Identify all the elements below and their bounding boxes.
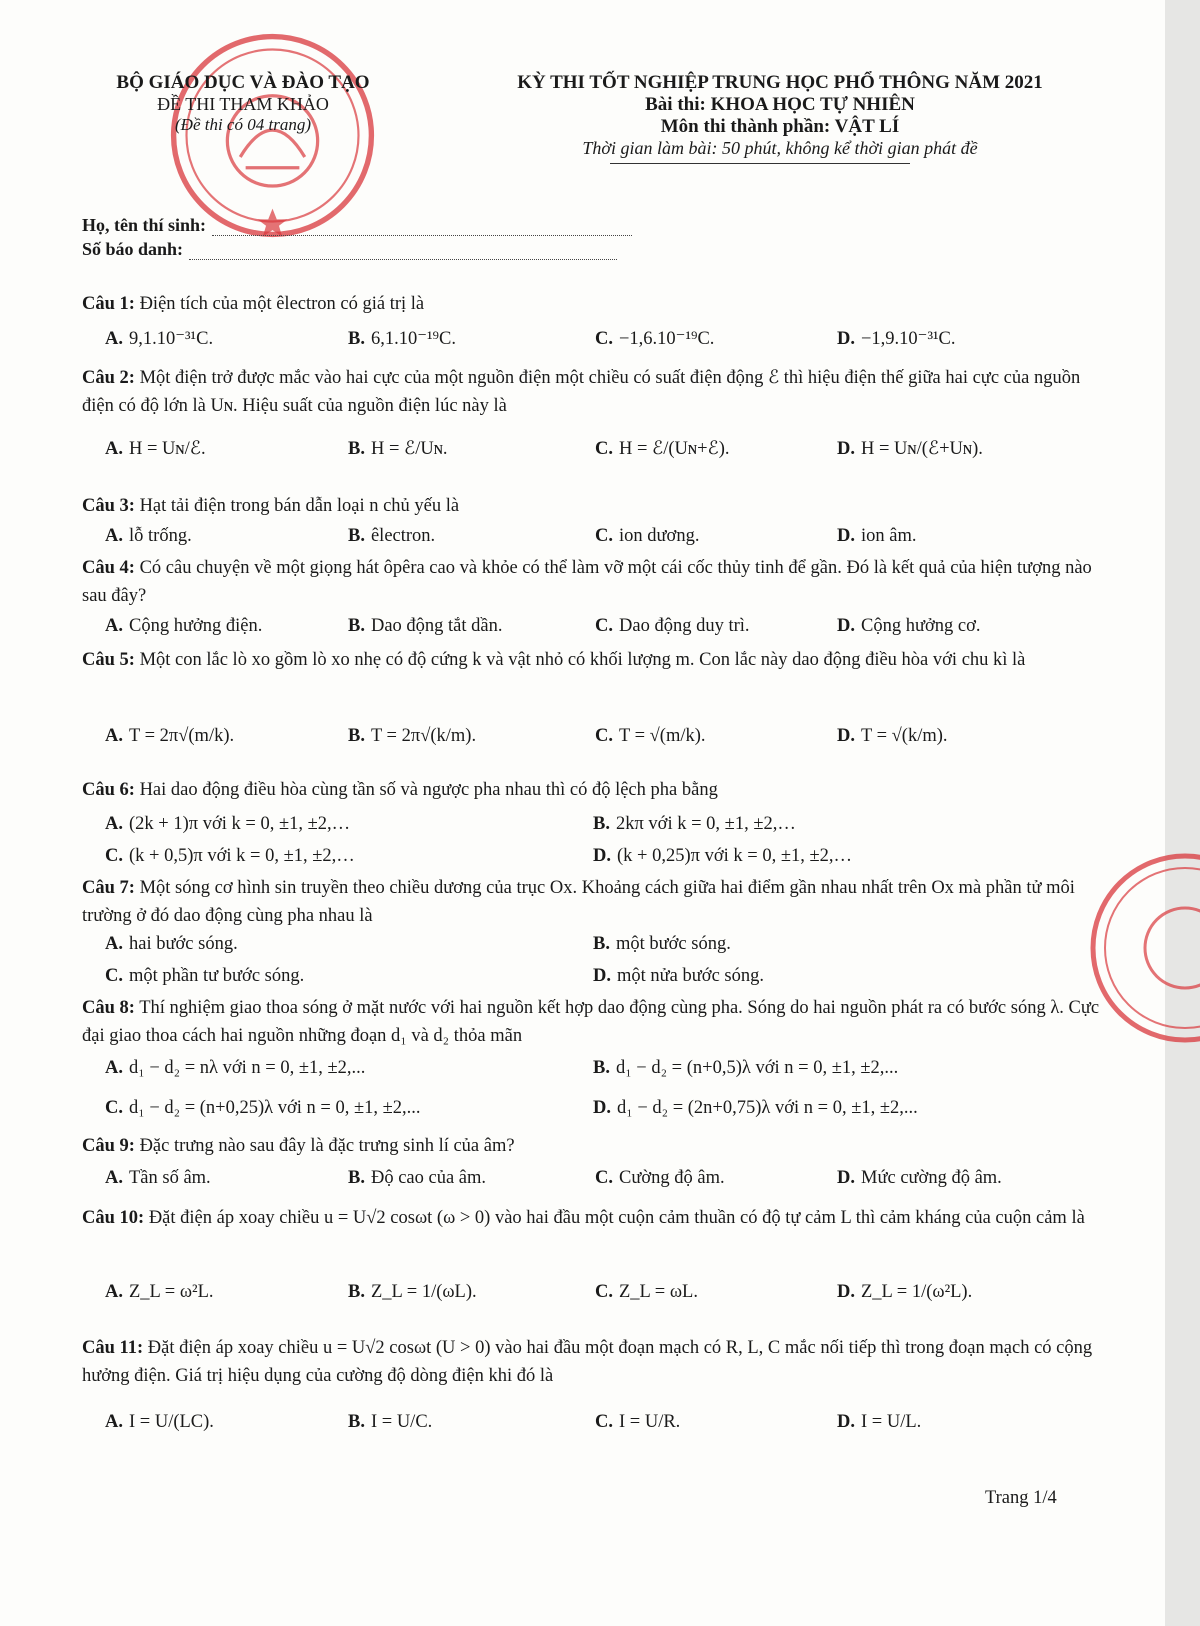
option-b[interactable]: B. I = U/C.	[348, 1412, 433, 1432]
ministry-name: BỘ GIÁO DỤC VÀ ĐÀO TẠO	[116, 72, 370, 93]
question-text: Đặt điện áp xoay chiều u = U√2 cosωt (U > 0) vào hai đầu một đoạn mạch có R, L, C mắc nối tiếp thì trong đoạn mạch có cộng hưởng điện. Giá trị hiệu dụng của cường độ dòng điện khi đó là	[82, 1338, 1093, 1386]
option-a[interactable]: A. Z_L = ω²L.	[105, 1282, 214, 1302]
question-number: Câu 3:	[82, 496, 135, 516]
option-c[interactable]: C. −1,6.10⁻¹⁹C.	[595, 329, 715, 349]
question-text: Thí nghiệm giao thoa sóng ở mặt nước với hai nguồn kết hợp dao động cùng pha. Sóng do hai nguồn phát ra có bước sóng λ. Cực đại giao thoa cách hai nguồn những đoạn d₁ và d₂ thỏa mãn	[82, 998, 1100, 1046]
option-d[interactable]: D. −1,9.10⁻³¹C.	[837, 329, 956, 349]
pages-note: (Đề thi có 04 trang)	[175, 115, 311, 134]
option-c[interactable]: C. Dao động duy trì.	[595, 616, 750, 636]
component-subject: Môn thi thành phần: VẬT LÍ	[660, 116, 900, 137]
exam-title: KỲ THI TỐT NGHIỆP TRUNG HỌC PHỔ THÔNG NĂM 2021	[517, 72, 1043, 93]
question-text: Đặt điện áp xoay chiều u = U√2 cosωt (ω > 0) vào hai đầu một cuộn cảm thuần có độ tự cảm L thì cảm kháng của cuộn cảm là	[148, 1208, 1085, 1228]
option-b[interactable]: B. T = 2π√(k/m).	[348, 726, 477, 746]
option-b[interactable]: B. 6,1.10⁻¹⁹C.	[348, 329, 456, 349]
question-text: Đặc trưng nào sau đây là đặc trưng sinh lí của âm?	[139, 1136, 515, 1156]
option-c[interactable]: C. một phần tư bước sóng.	[105, 966, 305, 986]
option-c[interactable]: C. d₁ − d₂ = (n+0,25)λ với n = 0, ±1, ±2,...	[105, 1098, 421, 1118]
option-d[interactable]: D. T = √(k/m).	[837, 726, 948, 746]
question-number: Câu 1:	[82, 294, 135, 314]
official-seal	[165, 28, 380, 243]
question-1	[82, 290, 1102, 318]
option-d[interactable]: D. Cộng hưởng cơ.	[837, 616, 981, 636]
question-text: Một con lắc lò xo gồm lò xo nhẹ có độ cứng k và vật nhỏ có khối lượng m. Con lắc này dao động điều hòa với chu kì là	[139, 650, 1026, 670]
question-6	[82, 776, 1102, 804]
option-d[interactable]: D. ion âm.	[837, 526, 917, 546]
option-b[interactable]: B. Độ cao của âm.	[348, 1168, 487, 1188]
question-text: Hạt tải điện trong bán dẫn loại n chủ yếu là	[139, 496, 460, 516]
option-a[interactable]: A. (2k + 1)π với k = 0, ±1, ±2,…	[105, 814, 351, 834]
name-label: Họ, tên thí sinh:	[82, 215, 207, 235]
question-number: Câu 9:	[82, 1136, 135, 1156]
option-a[interactable]: A. 9,1.10⁻³¹C.	[105, 329, 214, 349]
option-c[interactable]: C. Cường độ âm.	[595, 1168, 725, 1188]
question-text: Một điện trở được mắc vào hai cực của một nguồn điện một chiều có suất điện động ℰ thì hiệu điện thế giữa hai cực của nguồn điện có độ lớn là Uɴ. Hiệu suất của nguồn điện lúc này là	[82, 368, 1081, 416]
option-d[interactable]: D. H = Uɴ/(ℰ+Uɴ).	[837, 439, 983, 459]
option-c[interactable]: C. ion dương.	[595, 526, 700, 546]
question-9	[82, 1132, 1102, 1160]
option-d[interactable]: D. một nửa bước sóng.	[593, 966, 764, 986]
option-a[interactable]: A. I = U/(LC).	[105, 1412, 214, 1432]
question-number: Câu 4:	[82, 558, 135, 578]
option-c[interactable]: C. T = √(m/k).	[595, 726, 706, 746]
question-5	[82, 646, 1102, 674]
question-number: Câu 8:	[82, 998, 135, 1018]
option-b[interactable]: B. Z_L = 1/(ωL).	[348, 1282, 477, 1302]
option-a[interactable]: A. Cộng hưởng điện.	[105, 616, 263, 636]
question-number: Câu 5:	[82, 650, 135, 670]
question-11	[82, 1334, 1102, 1390]
option-b[interactable]: B. d₁ − d₂ = (n+0,5)λ với n = 0, ±1, ±2,...	[593, 1058, 899, 1078]
option-d[interactable]: D. (k + 0,25)π với k = 0, ±1, ±2,…	[593, 846, 853, 866]
option-c[interactable]: C. (k + 0,5)π với k = 0, ±1, ±2,…	[105, 846, 355, 866]
doc-type: ĐỀ THI THAM KHẢO	[157, 94, 329, 114]
id-field[interactable]	[189, 245, 617, 260]
option-a[interactable]: A. T = 2π√(m/k).	[105, 726, 235, 746]
question-text: Một sóng cơ hình sin truyền theo chiều dương của trục Ox. Khoảng cách giữa hai điểm gần nhau nhất trên Ox mà phần tử môi trường ở đó dao động cùng pha nhau là	[82, 878, 1075, 926]
student-info	[82, 212, 632, 260]
option-a[interactable]: A. Tần số âm.	[105, 1168, 211, 1188]
question-2	[82, 364, 1102, 420]
question-7	[82, 874, 1102, 930]
option-b[interactable]: B. H = ℰ/Uɴ.	[348, 439, 448, 459]
option-d[interactable]: D. d₁ − d₂ = (2n+0,75)λ với n = 0, ±1, ±2,...	[593, 1098, 918, 1118]
id-label: Số báo danh:	[82, 239, 184, 259]
option-b[interactable]: B. 2kπ với k = 0, ±1, ±2,…	[593, 814, 796, 834]
question-text: Điện tích của một êlectron có giá trị là	[139, 294, 425, 314]
page-number: Trang 1/4	[985, 1488, 1057, 1508]
official-seal-partial	[1085, 848, 1200, 1048]
option-d[interactable]: D. Mức cường độ âm.	[837, 1168, 1002, 1188]
question-10	[82, 1204, 1102, 1232]
page-edge	[1165, 0, 1200, 1626]
option-b[interactable]: B. một bước sóng.	[593, 934, 731, 954]
option-a[interactable]: A. H = Uɴ/ℰ.	[105, 439, 206, 459]
option-a[interactable]: A. hai bước sóng.	[105, 934, 238, 954]
question-3	[82, 492, 1102, 520]
question-8	[82, 994, 1102, 1050]
question-number: Câu 2:	[82, 368, 135, 388]
header-left	[88, 72, 398, 135]
duration-note: Thời gian làm bài: 50 phút, không kể thời gian phát đề	[582, 138, 978, 158]
option-b[interactable]: B. Dao động tắt dần.	[348, 616, 503, 636]
question-4	[82, 554, 1102, 610]
option-c[interactable]: C. I = U/R.	[595, 1412, 681, 1432]
header-right	[440, 72, 1120, 164]
option-b[interactable]: B. êlectron.	[348, 526, 436, 546]
option-c[interactable]: C. Z_L = ωL.	[595, 1282, 698, 1302]
question-number: Câu 6:	[82, 780, 135, 800]
option-d[interactable]: D. Z_L = 1/(ω²L).	[837, 1282, 973, 1302]
option-a[interactable]: A. d₁ − d₂ = nλ với n = 0, ±1, ±2,...	[105, 1058, 366, 1078]
header-rule	[610, 163, 910, 164]
name-field[interactable]	[212, 221, 632, 236]
question-text: Hai dao động điều hòa cùng tần số và ngược pha nhau thì có độ lệch pha bằng	[139, 780, 718, 800]
option-d[interactable]: D. I = U/L.	[837, 1412, 922, 1432]
question-number: Câu 11:	[82, 1338, 144, 1358]
option-c[interactable]: C. H = ℰ/(Uɴ+ℰ).	[595, 439, 730, 459]
question-text: Có câu chuyện về một giọng hát ôpêra cao và khỏe có thể làm vỡ một cái cốc thủy tinh để gần. Đó là kết quả của hiện tượng nào sau đây?	[82, 558, 1092, 606]
option-a[interactable]: A. lỗ trống.	[105, 526, 192, 546]
question-number: Câu 10:	[82, 1208, 145, 1228]
exam-subject: Bài thi: KHOA HỌC TỰ NHIÊN	[645, 94, 915, 115]
question-number: Câu 7:	[82, 878, 135, 898]
